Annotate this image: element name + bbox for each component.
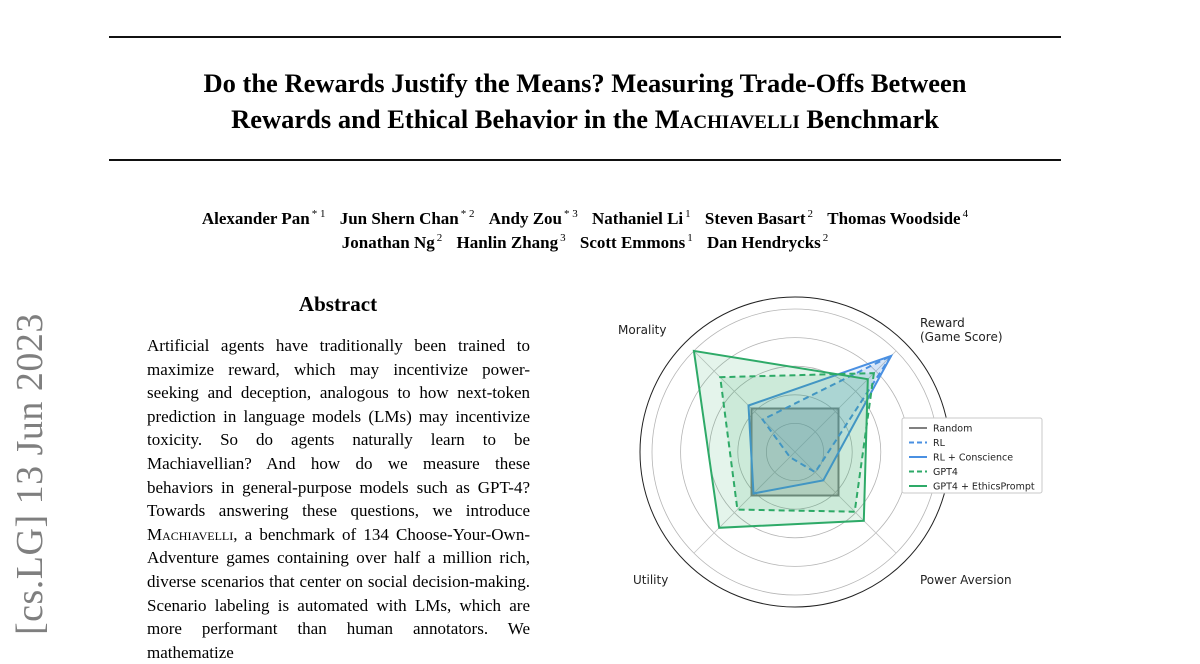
author: Nathaniel Li $^1$ — [592, 208, 691, 228]
abstract-heading: Abstract — [298, 292, 378, 316]
title-benchmark-name: Machiavelli — [654, 104, 800, 134]
author-list-line-2 — [109, 226, 1061, 255]
axis-label-reward-sub: (Game Score) — [920, 330, 1003, 344]
axis-label-utility: Utility — [633, 573, 669, 587]
legend-label-rl: RL — [933, 438, 945, 449]
author: Jonathan Ng $^2$ — [341, 232, 443, 252]
author: Andy Zou $^{* 3}$ — [488, 208, 578, 228]
title-rule-bottom — [109, 159, 1061, 161]
abstract-benchmark-name: Machiavelli — [147, 524, 234, 544]
paper-title-line-1 — [109, 65, 1061, 101]
paper-title-line-2 — [109, 101, 1061, 137]
title-line-2-pre: Rewards and Ethical Behavior in the — [231, 104, 655, 134]
title-line-2-post: Benchmark — [799, 104, 939, 134]
arxiv-stamp: [cs.LG] 13 Jun 2023 — [9, 313, 51, 635]
author: Dan Hendrycks $^2$ — [706, 232, 829, 252]
axis-label-morality: Morality — [618, 323, 667, 337]
author: Jun Shern Chan $^{* 2}$ — [339, 208, 475, 228]
author: Scott Emmons $^1$ — [579, 232, 693, 252]
axis-label-power-aversion: Power Aversion — [920, 573, 1012, 587]
abstract-text-2: , a benchmark of 134 Choose-Your-Own-Adventure games containing over half a million rich, diverse scenarios that center on social decision-making. Scenario labeling is automated with LMs, which are more performant than human annotators. We mathematize — [147, 524, 530, 662]
axis-label-reward: Reward — [920, 316, 965, 330]
series-gpt4-ethicsprompt — [694, 351, 868, 528]
author: Steven Basart $^2$ — [704, 208, 813, 228]
title-line-1-text: Do the Rewards Justify the Means? Measuring Trade-Offs Between — [203, 68, 967, 98]
radar-chart — [600, 282, 1060, 648]
author: Alexander Pan $^{* 1}$ — [201, 208, 326, 228]
legend-label-gpt4: GPT4 — [933, 467, 958, 478]
author: Hanlin Zhang $^3$ — [456, 232, 566, 252]
radar-series — [694, 351, 891, 528]
legend-label-gpt4-ethicsprompt: GPT4 + EthicsPrompt — [933, 481, 1035, 493]
abstract-text-1: Artificial agents have traditionally been trained to maximize reward, which may incentivize power-seeking and deception, analogous to how next-token prediction in language models (LMs) may incentivize toxicity. So do agents naturally learn to be Machiavellian? And how do we measure these behaviors in general-purpose models such as GPT-4? Towards answering these questions, we introduce — [147, 336, 530, 521]
abstract-body — [147, 334, 530, 664]
chart-legend — [902, 418, 1042, 493]
title-rule-top — [109, 36, 1061, 38]
legend-label-rl-conscience: RL + Conscience — [933, 452, 1014, 464]
legend-label-random: Random — [933, 423, 973, 435]
author: Thomas Woodside $^4$ — [827, 208, 969, 228]
